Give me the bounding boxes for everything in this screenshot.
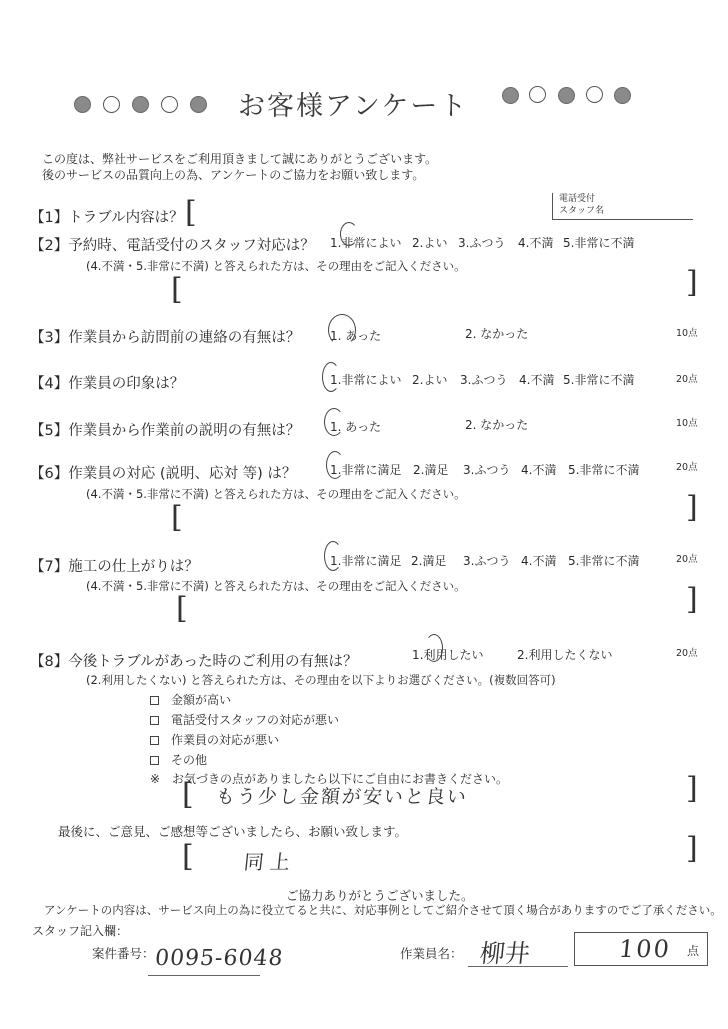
q3-option-2[interactable]: 2. なかった: [465, 327, 529, 341]
q8-checkbox-2[interactable]: [150, 711, 339, 728]
disclaimer: アンケートの内容は、サービス向上の為に役立てると共に、対応事例としてご紹介させて頂く場合がありますのでご了承ください。: [44, 903, 722, 917]
question-5-label: 【5】作業員から作業前の説明の有無は？: [30, 423, 301, 439]
q5-points: 10点: [676, 418, 698, 429]
decorative-dot: [103, 96, 120, 113]
decorative-dot: [614, 87, 631, 104]
checkbox-icon: [150, 716, 159, 725]
selection-mark: [322, 362, 340, 392]
reception-label-1: 電話受付: [559, 194, 596, 204]
score-unit: 点: [687, 944, 700, 958]
decorative-dot: [161, 96, 178, 113]
q8-free-answer[interactable]: もう少し金額が安いと良い: [214, 786, 470, 808]
q8-option-2[interactable]: 2.利用したくない: [517, 648, 613, 662]
q6-option-4[interactable]: 4.不満: [521, 463, 557, 477]
intro-line-1: この度は、弊社サービスをご利用頂きまして誠にありがとうございます。: [42, 152, 438, 166]
closing-answer[interactable]: 同上: [242, 850, 298, 874]
question-4-label: 【4】作業員の印象は？: [30, 376, 185, 392]
decorative-dot: [190, 96, 207, 113]
answer-bracket-close: ]: [686, 265, 698, 300]
q2-option-4[interactable]: 4.不満: [518, 236, 554, 250]
checkbox-icon: [150, 696, 159, 705]
answer-bracket-open: [: [182, 777, 194, 812]
q5-option-2[interactable]: 2. なかった: [465, 418, 529, 432]
reception-staff-box: [552, 193, 693, 220]
answer-bracket-open: [: [176, 591, 188, 626]
q8-checkbox-3[interactable]: [150, 731, 279, 748]
q7-option-5[interactable]: 5.非常に不満: [568, 554, 640, 568]
answer-bracket-open: [: [182, 839, 194, 874]
q6-reason-note: (4.不満・5.非常に不満) と答えられた方は、その理由をご記入ください。: [86, 487, 466, 501]
score-box: [574, 932, 708, 966]
question-7-label: 【7】施工の仕上がりは？: [30, 559, 199, 575]
question-6-label: 【6】作業員の対応 (説明、応対 等) は？: [30, 466, 297, 482]
checkbox-icon: [150, 756, 159, 765]
checkbox-label: 金額が高い: [171, 693, 232, 707]
score-value[interactable]: 100: [617, 935, 673, 963]
q4-option-5[interactable]: 5.非常に不満: [563, 373, 635, 387]
decorative-dot: [529, 86, 546, 103]
case-number-value[interactable]: 0095-6048: [153, 946, 285, 971]
q7-points: 20点: [676, 554, 698, 565]
q8-free-note: ※ お気づきの点がありましたら以下にご自由にお書きください。: [150, 772, 509, 786]
q4-option-1[interactable]: 1.非常によい: [330, 373, 402, 387]
reception-label-2: スタッフ名: [559, 206, 605, 216]
answer-bracket-open: [: [185, 195, 197, 230]
decorative-dot: [502, 87, 519, 104]
checkbox-icon: [150, 736, 159, 745]
q2-option-2[interactable]: 2.よい: [412, 236, 448, 250]
q5-option-1[interactable]: 1. あった: [330, 420, 382, 434]
q8-reason-note: (2.利用したくない) と答えられた方は、その理由を以下よりお選びください。(複数回答可): [86, 673, 556, 687]
question-8-label: 【8】今後トラブルがあった時のご利用の有無は？: [30, 654, 358, 670]
q7-option-2[interactable]: 2.満足: [411, 554, 447, 568]
q3-points: 10点: [676, 328, 698, 339]
checkbox-label: 作業員の対応が悪い: [171, 733, 280, 747]
answer-bracket-close: ]: [686, 490, 698, 525]
selection-mark: [324, 408, 344, 436]
q8-option-1[interactable]: 1.利用したい: [412, 648, 484, 662]
decorative-dot: [586, 86, 603, 103]
q7-option-3[interactable]: 3.ふつう: [463, 554, 511, 568]
q6-option-3[interactable]: 3.ふつう: [463, 463, 511, 477]
answer-bracket-close: ]: [686, 582, 698, 617]
q7-option-1[interactable]: 1.非常に満足: [330, 554, 402, 568]
q6-option-5[interactable]: 5.非常に不満: [568, 463, 640, 477]
decorative-dot: [132, 96, 149, 113]
page-title: お客様アンケート: [238, 91, 469, 122]
worker-name-underline: [468, 966, 568, 967]
worker-name-value[interactable]: 柳井: [478, 939, 532, 968]
selection-mark: [340, 222, 358, 246]
question-3-label: 【3】作業員から訪問前の連絡の有無は？: [30, 330, 301, 346]
q6-option-1[interactable]: 1.非常に満足: [330, 463, 402, 477]
answer-bracket-close: ]: [686, 771, 698, 806]
intro-line-2: 後のサービスの品質向上の為、アンケートのご協力をお願い致します。: [42, 168, 425, 182]
selection-mark: [328, 314, 356, 346]
closing-prompt: 最後に、ご意見、ご感想等ございましたら、お願い致します。: [58, 824, 408, 839]
answer-bracket-open: [: [171, 272, 183, 307]
q8-checkbox-1[interactable]: [150, 691, 231, 708]
q2-option-1[interactable]: 1.非常によい: [330, 236, 402, 250]
q2-option-3[interactable]: 3.ふつう: [458, 236, 506, 250]
q3-option-1[interactable]: 1. あった: [330, 329, 382, 343]
checkbox-label: その他: [171, 753, 208, 767]
q7-reason-note: (4.不満・5.非常に不満) と答えられた方は、その理由をご記入ください。: [86, 579, 466, 593]
q4-option-3[interactable]: 3.ふつう: [460, 373, 508, 387]
decorative-dot: [74, 96, 91, 113]
q7-option-4[interactable]: 4.不満: [521, 554, 557, 568]
case-number-label: 案件番号：: [92, 946, 155, 961]
q2-reason-note: (4.不満・5.非常に不満) と答えられた方は、その理由をご記入ください。: [86, 259, 466, 273]
answer-bracket-close: ]: [686, 831, 698, 866]
case-number-underline: [148, 975, 260, 976]
question-2-label: 【2】予約時、電話受付のスタッフ対応は？: [30, 238, 315, 254]
q4-points: 20点: [676, 374, 698, 385]
staff-section-label: スタッフ記入欄：: [32, 924, 129, 938]
q6-option-2[interactable]: 2.満足: [413, 463, 449, 477]
selection-mark: [326, 451, 344, 479]
thanks-message: ご協力ありがとうございました。: [286, 888, 474, 903]
decorative-dot: [558, 87, 575, 104]
q8-points: 20点: [676, 648, 698, 659]
selection-mark: [324, 541, 342, 571]
answer-bracket-open: [: [171, 500, 183, 535]
q8-checkbox-4[interactable]: [150, 751, 207, 768]
q6-points: 20点: [676, 462, 698, 473]
q2-option-5[interactable]: 5.非常に不満: [563, 236, 635, 250]
q4-option-2[interactable]: 2.よい: [412, 373, 448, 387]
selection-mark: [425, 634, 443, 662]
question-1-label: 【1】トラブル内容は？: [30, 210, 184, 226]
q4-option-4[interactable]: 4.不満: [519, 373, 555, 387]
checkbox-label: 電話受付スタッフの対応が悪い: [171, 713, 340, 727]
worker-name-label: 作業員名：: [400, 946, 463, 961]
